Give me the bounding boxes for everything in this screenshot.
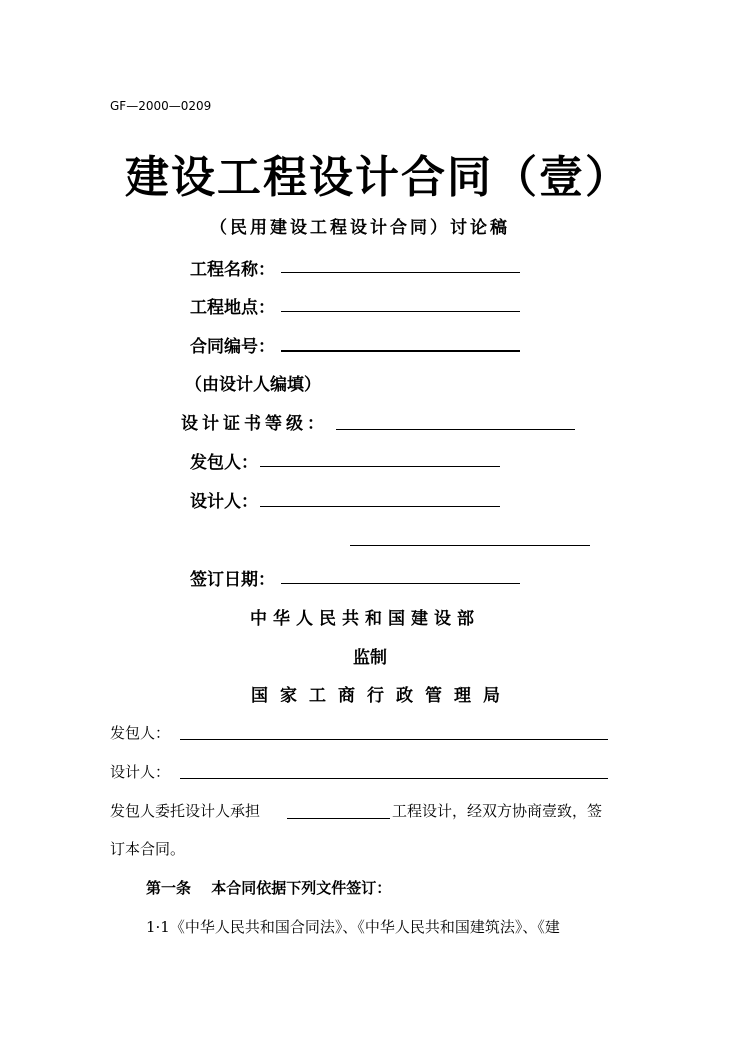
document-subtitle: （民用建设工程设计合同）讨论稿 xyxy=(210,218,510,238)
contract-no-label: 合同编号： xyxy=(190,337,275,357)
body-client-line[interactable] xyxy=(180,739,608,740)
issuer-ministry: 中华人民共和国建设部 xyxy=(250,609,480,629)
document-title: 建设工程设计合同（壹） xyxy=(125,152,631,203)
cert-level-label: 设计证书等级： xyxy=(181,414,328,434)
issuer-bureau: 国家工商行政管理局 xyxy=(251,686,512,706)
body-client-label: 发包人： xyxy=(110,724,171,742)
article-1-item-1: 1·1《中华人民共和国合同法》、《中华人民共和国建筑法》、《建 xyxy=(146,918,560,936)
designer-line[interactable] xyxy=(260,506,500,507)
body-designer-label: 设计人： xyxy=(110,763,171,781)
issuer-supervise: 监制 xyxy=(353,648,387,668)
client-line[interactable] xyxy=(260,466,500,467)
body-para-part1: 发包人委托设计人承担 xyxy=(110,802,261,820)
body-project-blank[interactable] xyxy=(287,818,390,819)
project-name-label: 工程名称： xyxy=(190,260,275,280)
project-location-line[interactable] xyxy=(281,311,520,312)
sign-date-label: 签订日期： xyxy=(190,570,275,590)
sign-date-line[interactable] xyxy=(281,583,520,584)
body-para-part2: 工程设计，经双方协商壹致，签 xyxy=(392,802,603,820)
article-1-heading: 第一条 本合同依据下列文件签订： xyxy=(146,879,392,897)
document-code: GF—2000—0209 xyxy=(110,99,212,113)
project-location-label: 工程地点： xyxy=(190,298,275,318)
designer-label: 设计人： xyxy=(190,492,258,512)
body-para-line2: 订本合同。 xyxy=(110,840,186,858)
extra-blank-line[interactable] xyxy=(350,545,590,546)
client-label: 发包人： xyxy=(190,453,258,473)
contract-no-line[interactable] xyxy=(281,350,520,352)
project-name-line[interactable] xyxy=(281,272,520,273)
filled-by-note: （由设计人编填） xyxy=(185,375,321,395)
cert-level-line[interactable] xyxy=(336,429,575,430)
body-designer-line[interactable] xyxy=(180,778,608,779)
